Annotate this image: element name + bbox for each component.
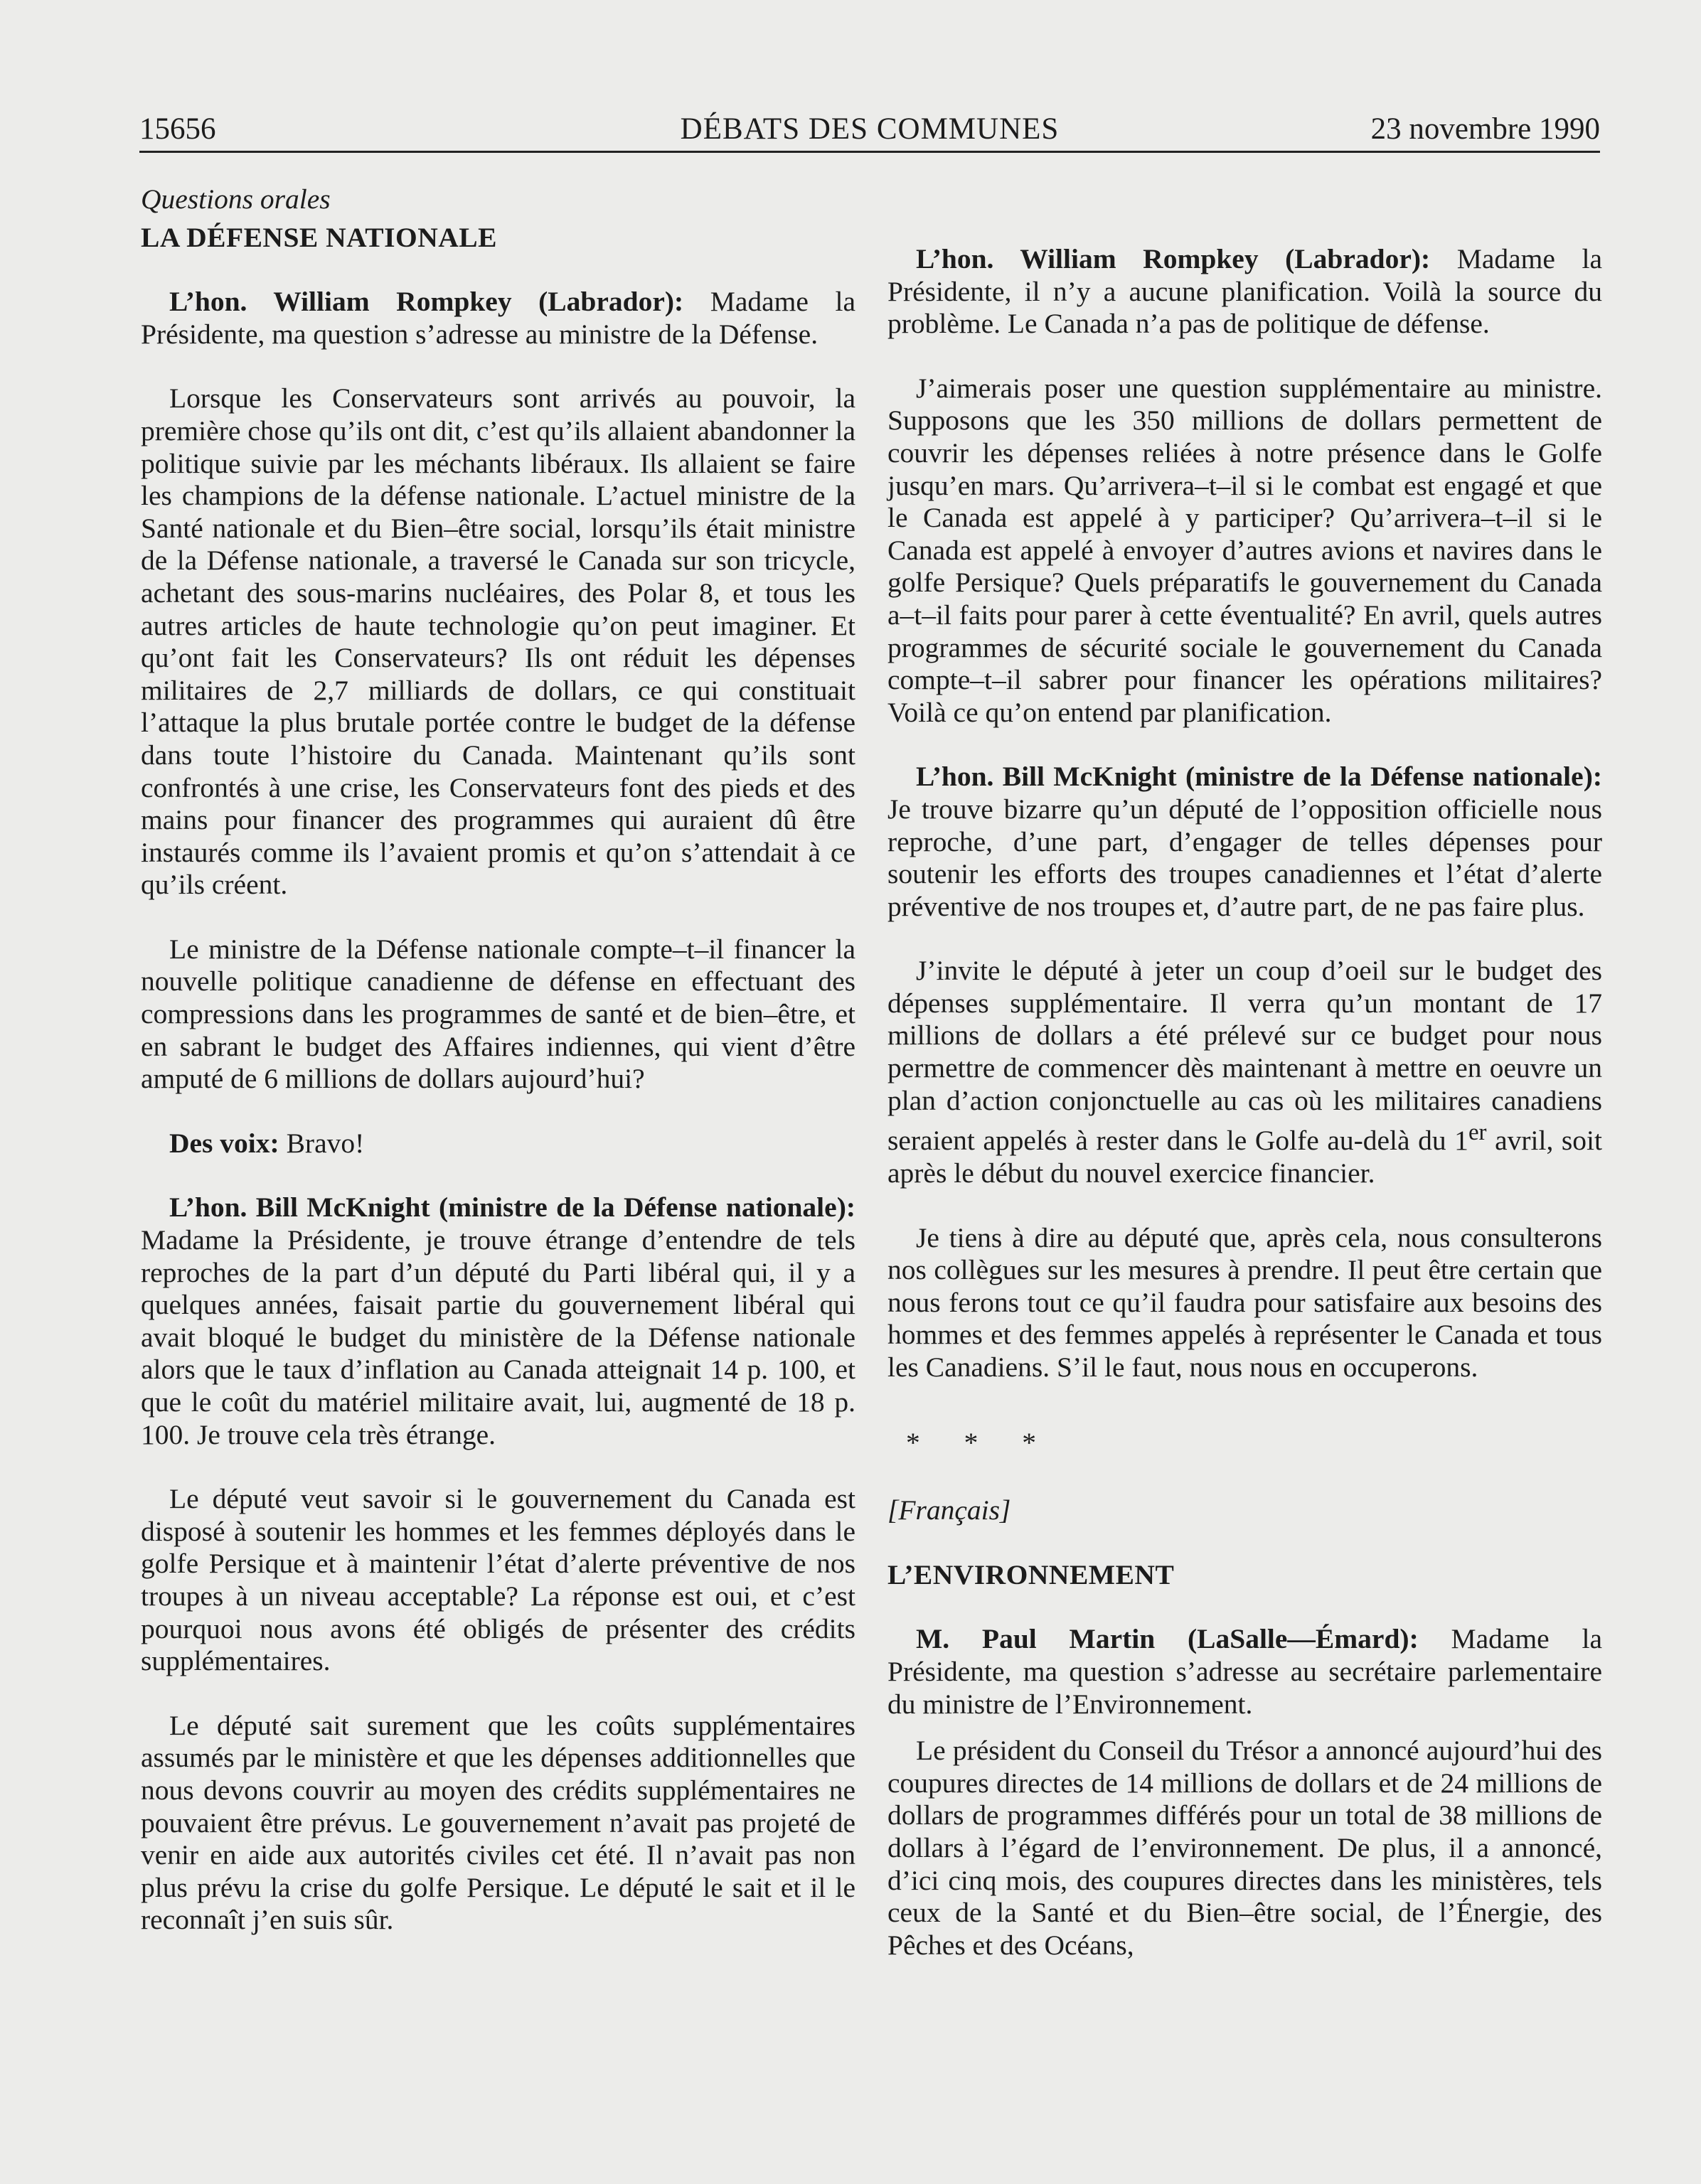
speaker-name: L’hon. Bill McKnight (ministre de la Défense nationale):: [169, 1192, 855, 1224]
paragraph: Le président du Conseil du Trésor a annoncé aujourd’hui des coupures directes de 14 millions de dollars et de 24 millions de dollars de programmes différés pour un total de 38 millions de dollars à l’égard de l’environnement. De plus, il a annoncé, d’ici cinq mois, des coupures directes dans les ministères, tels ceux de la Santé et du Bien–être social, de l’Énergie, des Pêches et des Océans,: [887, 1735, 1602, 1961]
paragraph: Des voix: Bravo!: [169, 1127, 365, 1159]
section-heading: LA DÉFENSE NATIONALE: [141, 221, 497, 253]
speaker-name: Des voix:: [169, 1127, 279, 1159]
superscript: er: [1468, 1120, 1487, 1146]
section-rubric: Questions orales: [141, 183, 331, 215]
language-marker: [Français]: [887, 1494, 1011, 1526]
paragraph: Lorsque les Conservateurs sont arrivés au pouvoir, la première chose qu’ils ont dit, c’est qu’ils allaient abandonner la politique suivie par les méchants libéraux. Ils allaient se faire les champions de la défense nationale. L’actuel ministre de la Santé nationale et du Bien–être social, lorsqu’ils était ministre de la Défense nationale, a traversé le Canada sur son tricycle, achetant des sous-marins nucléaires, des Polar 8, et tous les autres articles de haute technologie qu’on peut imaginer. Et qu’ont fait les Conservateurs? Ils ont réduit les dépenses militaires de 2,7 milliards de dollars, ce qui constituait l’attaque la plus brutale portée contre le budget de la défense dans toute l’histoire du Canada. Maintenant qu’ils sont confrontés à une crise, les Conservateurs font des pieds et des mains pour financer des programmes qui auraient dû être instaurés comme ils l’avaient promis et qu’on s’attendait à ce qu’ils créent.: [141, 382, 855, 901]
page-date: 23 novembre 1990: [1370, 112, 1600, 146]
page-number: 15656: [139, 112, 216, 146]
page-header: [139, 108, 1600, 151]
speaker-name: L’hon. William Rompkey (Labrador):: [169, 286, 684, 318]
paragraph: Je tiens à dire au député que, après cela, nous consulterons nos collègues sur les mesures à prendre. Il peut être certain que nous ferons tout ce qu’il faudra pour satisfaire aux besoins des hommes et des femmes appelés à représenter le Canada et tous les Canadiens. S’il le faut, nous nous en occuperons.: [887, 1221, 1602, 1383]
paragraph: L’hon. Bill McKnight (ministre de la Défense nationale): Madame la Présidente, je trouve étrange d’entendre de tels reproches de la part d’un député du Parti libéral qui, il y a quelques années, faisait partie du gouvernement libéral qui avait bloqué le budget du ministère de la Défense nationale alors que le taux d’inflation au Canada atteignait 14 p. 100, et que le coût du matériel militaire avait, lui, augmenté de 18 p. 100. Je trouve cela très étrange.: [141, 1192, 855, 1450]
publication-title: DÉBATS DES COMMUNES: [680, 112, 1060, 146]
paragraph: L’hon. Bill McKnight (ministre de la Défense nationale): Je trouve bizarre qu’un député de l’opposition officielle nous reproche, d’une part, d’engager de telles dépenses pour soutenir les efforts des troupes canadiennes et l’état d’alerte préventive de nos troupes et, d’autre part, de ne pas faire plus.: [887, 761, 1602, 922]
left-column: [141, 183, 855, 1937]
speaker-name: M. Paul Martin (LaSalle—Émard):: [916, 1623, 1419, 1655]
speaker-name: L’hon. William Rompkey (Labrador):: [916, 243, 1431, 274]
section-heading: L’ENVIRONNEMENT: [887, 1558, 1175, 1590]
paragraph: J’aimerais poser une question supplémentaire au ministre. Supposons que les 350 millions de dollars permettent de couvrir les dépenses reliées à notre présence dans le Golfe jusqu’en mars. Qu’arrivera–t–il si le combat est engagé et que le Canada est appelé à y participer? Qu’arrivera–t–il si le Canada est appelé à envoyer d’autres avions et navires dans le golfe Persique? Quels préparatifs le gouvernement du Canada a–t–il faits pour parer à cette éventualité? En avril, quels autres programmes de sécurité sociale le gouvernement du Canada compte–t–il sabrer pour financer les opérations militaires? Voilà ce qu’on entend par planification.: [887, 372, 1602, 728]
paragraph: M. Paul Martin (LaSalle—Émard): Madame la Présidente, ma question s’adresse au secrétaire parlementaire du ministre de l’Environnement.: [887, 1623, 1602, 1720]
header-rule: [139, 151, 1600, 153]
paragraph: Le député sait surement que les coûts supplémentaires assumés par le ministère et que les dépenses additionnelles que nous devons couvrir au moyen des crédits supplémentaires ne pouvaient être prévus. Le gouvernement n’avait pas projeté de venir en aide aux autorités civiles cet été. Il n’avait pas non plus prévu la crise du golfe Persique. Le député le sait et il le reconnaît j’en suis sûr.: [141, 1709, 855, 1936]
speaker-name: L’hon. Bill McKnight (ministre de la Défense nationale):: [916, 761, 1602, 793]
paragraph: L’hon. William Rompkey (Labrador): Madame la Présidente, il n’y a aucune planification. Voilà la source du problème. Le Canada n’a pas de politique de défense.: [887, 243, 1602, 340]
paragraph: Le ministre de la Défense nationale compte–t–il financer la nouvelle politique canadienne de défense en effectuant des compressions dans les programmes de santé et de bien–être, et en sabrant le budget des Affaires indiennes, qui vient d’être amputé de 6 millions de dollars aujourd’hui?: [141, 933, 855, 1095]
paragraph: L’hon. William Rompkey (Labrador): Madame la Présidente, ma question s’adresse au ministre de la Défense.: [141, 286, 855, 350]
right-column: [887, 243, 1602, 1961]
paragraph: J’invite le député à jeter un coup d’oeil sur le budget des dépenses supplémentaire. Il verra qu’un montant de 17 millions de dollars a été prélevé sur ce budget pour nous permettre de commencer dès maintenant à mettre en oeuvre un plan d’action conjonctuelle au cas où les militaires canadiens seraient appelés à rester dans le Golfe au-delà du 1er avril, soit après le début du nouvel exercice financier.: [887, 955, 1602, 1189]
section-separator: * * *: [906, 1426, 1055, 1458]
paragraph: Le député veut savoir si le gouvernement du Canada est disposé à soutenir les hommes et les femmes déployés dans le golfe Persique et à maintenir l’état d’alerte préventive de nos troupes à un niveau acceptable? La réponse est oui, et c’est pourquoi nous avons été obligés de présenter des crédits supplémentaires.: [141, 1483, 855, 1677]
